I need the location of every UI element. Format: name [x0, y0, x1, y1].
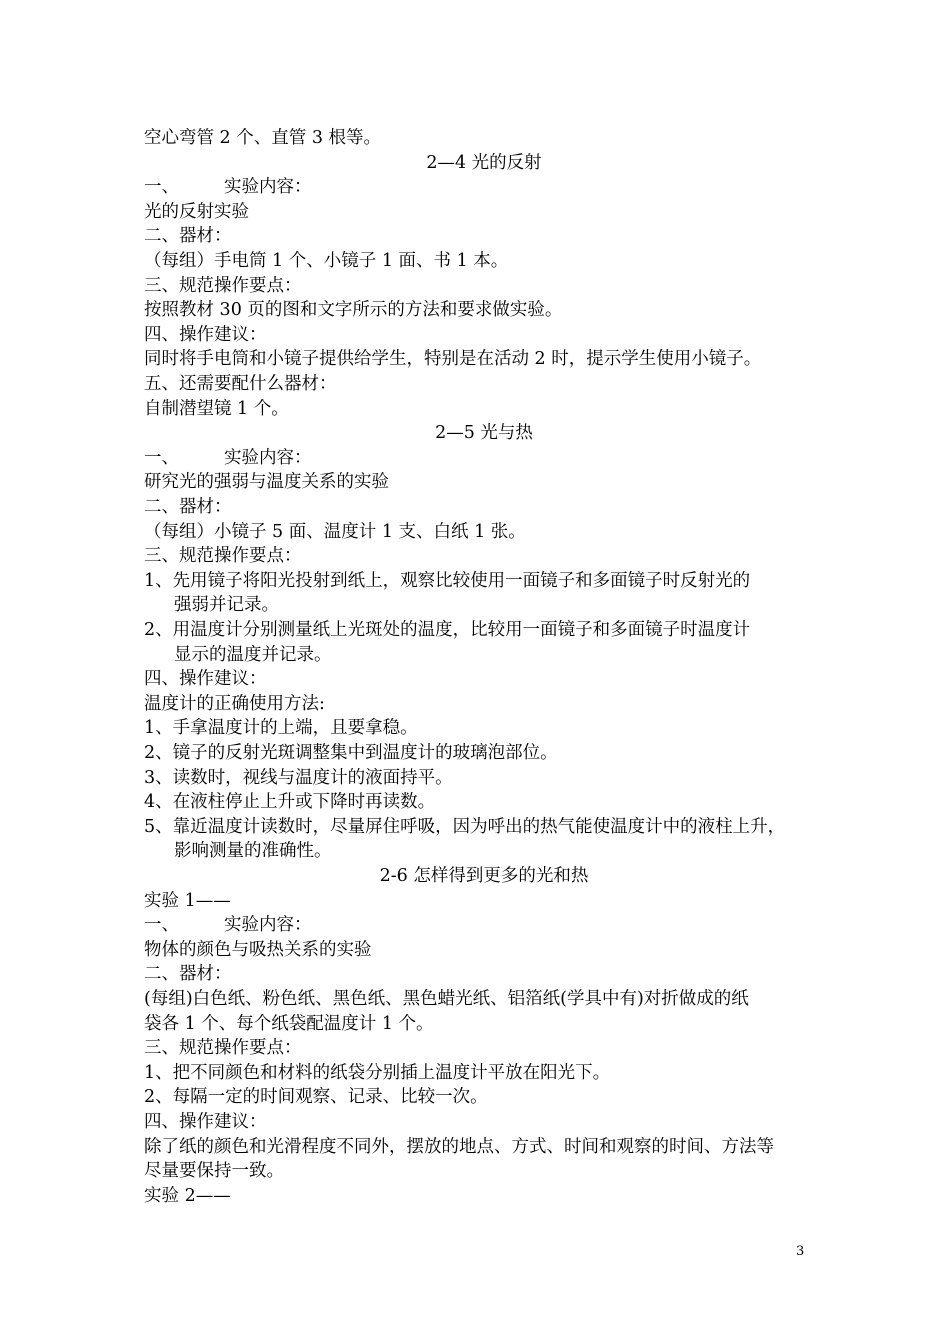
text-line: 自制潜望镜 1 个。 — [144, 399, 289, 419]
text-line: 影响测量的准确性。 — [174, 841, 332, 861]
text-line: 二、器材： — [144, 226, 232, 246]
section-label — [144, 913, 824, 938]
text-line: （每组）小镜子 5 面、温度计 1 支、白纸 1 张。 — [144, 522, 526, 542]
text-line: （每组）手电筒 1 个、小镜子 1 面、书 1 本。 — [144, 251, 509, 271]
text-line: 三、规范操作要点： — [144, 276, 302, 296]
text-line: 强弱并记录。 — [174, 595, 279, 615]
text-line: 1、手拿温度计的上端，且要拿稳。 — [144, 718, 418, 738]
section-number: 一、 — [144, 915, 179, 935]
section-label — [144, 175, 824, 200]
text-line: (每组)白色纸、粉色纸、黑色纸、黑色蜡光纸、铝箔纸(学具中有)对折做成的纸 — [144, 989, 749, 1009]
text-line: 2、镜子的反射光斑调整集中到温度计的玻璃泡部位。 — [144, 743, 558, 763]
text-line: 1、先用镜子将阳光投射到纸上，观察比较使用一面镜子和多面镜子时反射光的 — [144, 571, 751, 591]
section-label-text: 实验内容： — [224, 177, 312, 197]
section-heading: 2—4 光的反射 — [426, 153, 542, 173]
text-line: 五、还需要配什么器材： — [144, 374, 337, 394]
section-label — [144, 446, 824, 471]
text-line: 实验 2—— — [144, 1186, 231, 1206]
text-line: 同时将手电筒和小镜子提供给学生，特别是在活动 2 时，提示学生使用小镜子。 — [144, 349, 762, 369]
section-heading: 2—5 光与热 — [435, 423, 533, 443]
text-line: 四、操作建议： — [144, 325, 267, 345]
text-line: 除了纸的颜色和光滑程度不同外，摆放的地点、方式、时间和观察的时间、方法等 — [144, 1137, 774, 1157]
text-line: 温度计的正确使用方法: — [144, 694, 325, 714]
text-line: 按照教材 30 页的图和文字所示的方法和要求做实验。 — [144, 300, 563, 320]
text-line: 显示的温度并记录。 — [174, 645, 332, 665]
text-line: 2、每隔一定的时间观察、记录、比较一次。 — [144, 1087, 488, 1107]
section-label-text: 实验内容： — [224, 448, 312, 468]
section-heading: 2-6 怎样得到更多的光和热 — [379, 866, 589, 886]
text-line: 尽量要保持一致。 — [144, 1161, 284, 1181]
text-line: 空心弯管 2 个、直管 3 根等。 — [144, 128, 382, 148]
text-line: 实验 1—— — [144, 891, 231, 911]
page-number: 3 — [796, 1244, 805, 1259]
text-line: 二、器材： — [144, 964, 232, 984]
section-label-text: 实验内容： — [224, 915, 312, 935]
section-number: 一、 — [144, 448, 179, 468]
text-line: 2、用温度计分别测量纸上光斑处的温度，比较用一面镜子和多面镜子时温度计 — [144, 620, 751, 640]
text-line: 1、把不同颜色和材料的纸袋分别插上温度计平放在阳光下。 — [144, 1063, 611, 1083]
text-line: 5、靠近温度计读数时，尽量屏住呼吸，因为呼出的热气能使温度计中的液柱上升， — [144, 817, 786, 837]
text-line: 四、操作建议： — [144, 669, 267, 689]
text-line: 研究光的强弱与温度关系的实验 — [144, 472, 389, 492]
text-line: 袋各 1 个、每个纸袋配温度计 1 个。 — [144, 1014, 434, 1034]
text-line: 物体的颜色与吸热关系的实验 — [144, 940, 372, 960]
text-line: 光的反射实验 — [144, 202, 249, 222]
text-line: 三、规范操作要点： — [144, 1038, 302, 1058]
text-line: 4、在液柱停止上升或下降时再读数。 — [144, 792, 436, 812]
text-line: 3、读数时，视线与温度计的液面持平。 — [144, 768, 453, 788]
text-line: 二、器材： — [144, 497, 232, 517]
section-number: 一、 — [144, 177, 179, 197]
text-line: 四、操作建议： — [144, 1112, 267, 1132]
text-line: 三、规范操作要点： — [144, 546, 302, 566]
